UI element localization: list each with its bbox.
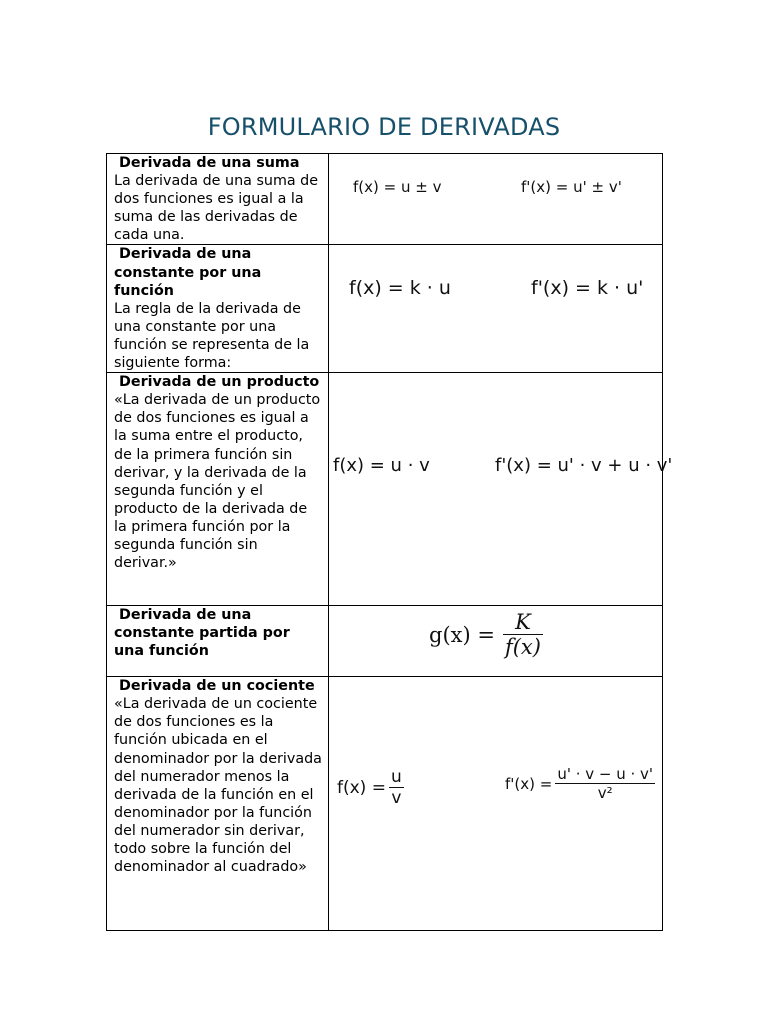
rule-text: «La derivada de un producto de dos funciones es igual a la suma entre el producto, de la primera función sin derivar, y la derivada de la segunda función y el producto de la derivada de la primera función por la segunda función sin derivar.» [114, 392, 321, 572]
formula-right: f'(x) = u' ± v' [521, 178, 622, 196]
formula-left-fraction [389, 767, 404, 808]
rule-description [107, 373, 329, 606]
formula-right [505, 765, 655, 802]
table-row [107, 154, 663, 245]
table-row [107, 677, 663, 931]
rule-description [107, 245, 329, 373]
formula-left [337, 767, 404, 808]
rule-text: «La derivada de un cociente de dos funciones es la función ubicada en el denominador por la derivada del numerador menos la derivada de la función en el denominador por la función del numerador sin derivar, todo sobre la función del denominador al cuadrado» [114, 696, 322, 876]
rule-text: La derivada de una suma de dos funciones es igual a la suma de las derivadas de cada una. [114, 173, 319, 244]
table-row [107, 245, 663, 373]
rule-description [107, 677, 329, 931]
rule-formula [329, 606, 663, 677]
formula-right: f'(x) = u' · v + u · v' [495, 455, 673, 477]
rule-text: La regla de la derivada de una constante por una función se representa de la siguiente forma: [114, 300, 310, 372]
formula-right-fraction [555, 765, 655, 802]
formula-left-denominator: v [391, 788, 402, 809]
formula-left: f(x) = k · u [349, 277, 451, 300]
formula-left-numerator: u [390, 767, 402, 788]
rule-title: Derivada de una constante partida por una función [114, 607, 290, 660]
rule-title: Derivada de una suma [119, 155, 300, 171]
formula-left-lhs: f(x) = [337, 777, 386, 798]
rule-description [107, 154, 329, 245]
rule-formula [329, 245, 663, 373]
formulas-table [106, 153, 673, 931]
formula-right-denominator: v² [597, 784, 613, 803]
rule-title: Derivada de un producto [119, 374, 320, 391]
formula-left: f(x) = u · v [333, 455, 430, 477]
page-title: FORMULARIO DE DERIVADAS [207, 113, 561, 141]
rule-description [107, 606, 329, 677]
formula-right: f'(x) = k · u' [531, 277, 644, 300]
formula-left: f(x) = u ± v [353, 178, 442, 196]
table-row [107, 606, 663, 677]
rule-formula [329, 373, 673, 606]
formula-right-numerator: u' · v − u · v' [557, 765, 654, 784]
rule-title: Derivada de una constante por una función [114, 246, 262, 299]
rule-formula [329, 154, 663, 245]
rule-formula [329, 677, 663, 931]
formula-fraction [503, 610, 543, 659]
rule-title: Derivada de un cociente [119, 678, 315, 695]
formula-numerator: K [515, 610, 531, 635]
formula-denominator: f(x) [504, 635, 541, 660]
formula-quotient [429, 610, 543, 659]
formula-lhs: g(x) = [429, 622, 495, 647]
table-row [107, 373, 663, 606]
formula-right-lhs: f'(x) = [505, 774, 553, 793]
